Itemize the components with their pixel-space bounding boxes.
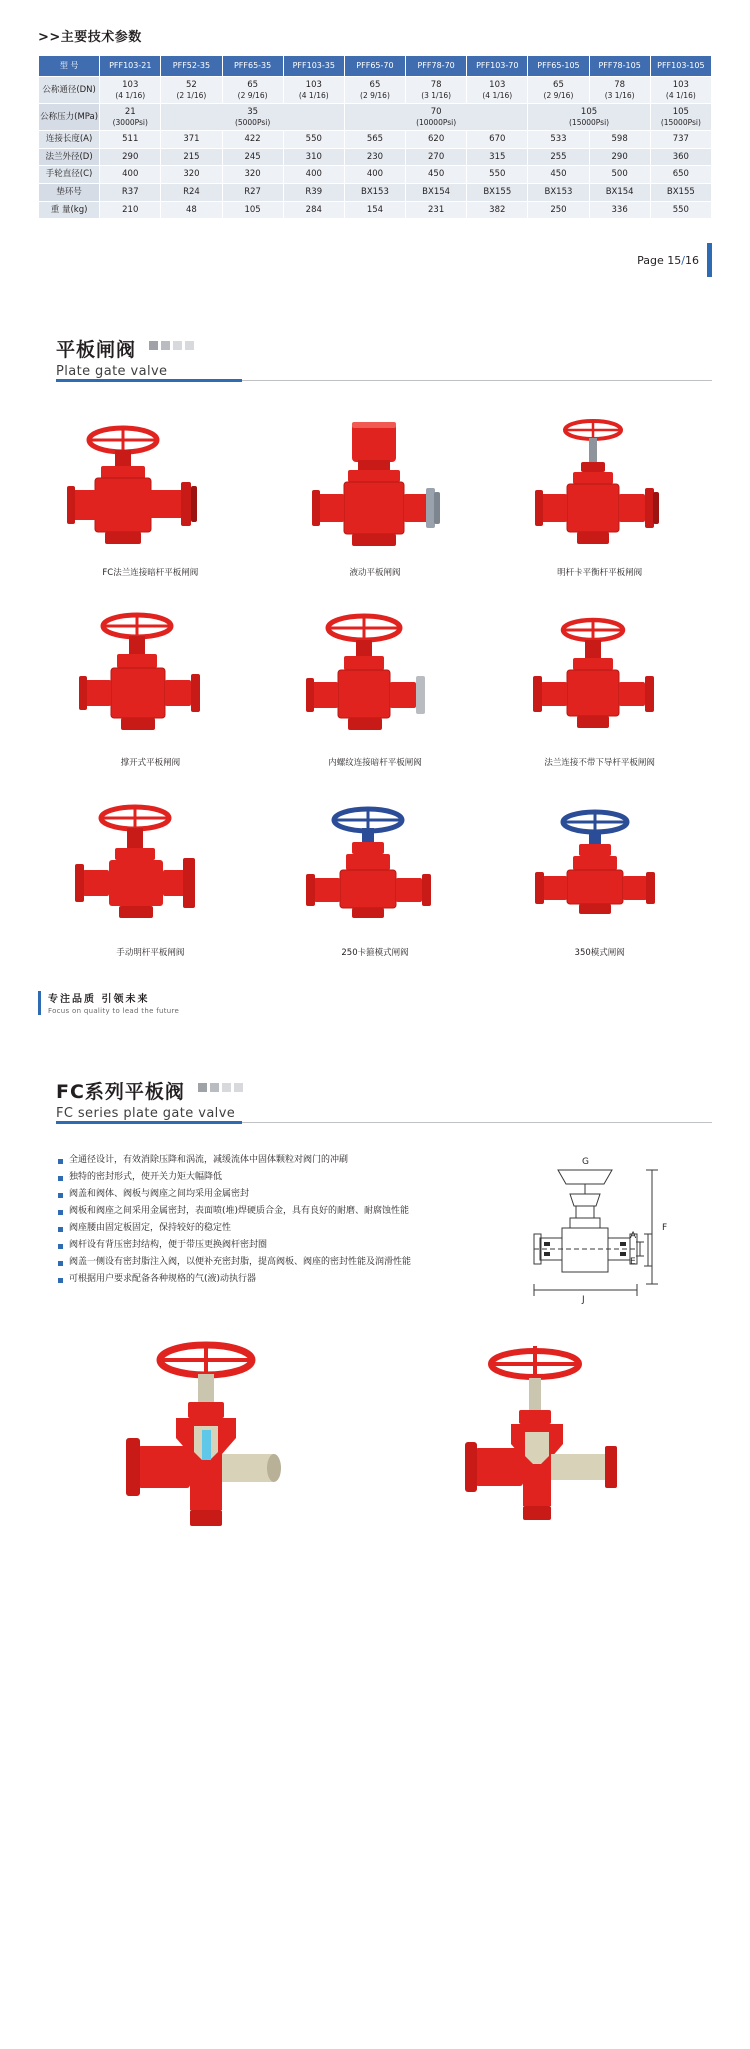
valve-gallery — [38, 408, 712, 972]
cell-main: 103 — [122, 80, 139, 90]
cell: 270 — [406, 148, 467, 166]
cell: 400 — [100, 166, 161, 184]
spec-table — [38, 55, 712, 219]
slogan-block — [38, 990, 712, 1015]
cell: R24 — [161, 183, 222, 201]
cell: 230 — [344, 148, 405, 166]
decorative-squares — [198, 1077, 246, 1096]
valve-photo-manual-rising-stem — [38, 788, 263, 938]
row-label: 重 量(kg) — [39, 201, 100, 219]
cell: 371 — [161, 131, 222, 149]
col-header: PFF103-21 — [100, 56, 161, 77]
plate-gate-valve-section — [0, 335, 750, 1015]
cell: 320 — [222, 166, 283, 184]
cell-sub: (4 1/16) — [482, 90, 513, 100]
cell-sub: (3 1/16) — [604, 90, 635, 100]
col-header: PFF103-70 — [467, 56, 528, 77]
table-header-row — [39, 56, 712, 77]
cell-main: 21 — [124, 107, 136, 117]
slogan-cn: 专注品质 引领未来 — [48, 994, 150, 1006]
cell: 620 — [406, 131, 467, 149]
valve-caption: FC法兰连接暗杆平板闸阀 — [102, 568, 199, 579]
row-label: 垫环号 — [39, 183, 100, 201]
bullet-marker-icon — [58, 1176, 63, 1181]
cell-main: 103 — [305, 80, 322, 90]
section-title-cn: FC系列平板阀 — [56, 1081, 185, 1104]
list-item — [58, 1154, 482, 1168]
cell: 598 — [589, 131, 650, 149]
cell-sub: (3000Psi) — [112, 117, 148, 127]
cell: 670 — [467, 131, 528, 149]
cell: 500 — [589, 166, 650, 184]
col-header: PFF78-70 — [406, 56, 467, 77]
cell — [528, 104, 650, 131]
cell-main: 103 — [489, 80, 506, 90]
col-header: PFF65-70 — [344, 56, 405, 77]
cell: 154 — [344, 201, 405, 219]
cell-sub: (15000Psi) — [660, 117, 701, 127]
dim-label-j: J — [582, 1295, 585, 1305]
dim-label-f: F — [662, 1223, 668, 1234]
cell-sub: (5000Psi) — [234, 117, 271, 127]
dim-label-g: G — [582, 1157, 589, 1168]
cell-sub: (2 9/16) — [543, 90, 574, 100]
list-item — [58, 1239, 482, 1253]
cell-sub: (2 1/16) — [176, 90, 207, 100]
cell: 284 — [283, 201, 344, 219]
valve-caption: 明杆卡平衡杆平板闸阀 — [557, 568, 643, 579]
table-row — [39, 201, 712, 219]
cell: 511 — [100, 131, 161, 149]
section-rule — [56, 379, 712, 382]
cell-main: 78 — [430, 80, 442, 90]
cutaway-photo-right — [439, 1334, 649, 1534]
cell — [161, 104, 345, 131]
slogan-accent-bar — [38, 991, 41, 1015]
cell-main: 65 — [553, 80, 564, 90]
cell: 48 — [161, 201, 222, 219]
cell: 315 — [467, 148, 528, 166]
table-row — [39, 77, 712, 104]
cell — [528, 77, 589, 104]
dim-label-a: A — [630, 1231, 637, 1242]
cell-main: 70 — [430, 107, 442, 117]
valve-item[interactable] — [487, 598, 712, 782]
col-header: PFF103-35 — [283, 56, 344, 77]
cell — [100, 104, 161, 131]
list-item-text: 阀杆设有背压密封结构，便于带压更换阀杆密封圈 — [69, 1239, 268, 1250]
list-item-text: 全通径设计，有效消除压降和涡流，减缓流体中固体颗粒对阀门的冲刷 — [69, 1155, 349, 1166]
valve-caption: 内螺纹连接暗杆平板闸阀 — [328, 758, 422, 769]
page-number — [637, 254, 699, 267]
list-item-text: 阀座腰由固定板固定，保持较好的稳定性 — [69, 1222, 232, 1233]
valve-caption: 手动明杆平板闸阀 — [116, 948, 185, 959]
section-header — [38, 1077, 712, 1124]
cell — [100, 77, 161, 104]
dimension-drawing — [500, 1150, 712, 1304]
cell: BX155 — [650, 183, 711, 201]
section-rule — [56, 1121, 712, 1124]
cell-sub: (3 1/16) — [421, 90, 452, 100]
cell: 245 — [222, 148, 283, 166]
cell: BX155 — [467, 183, 528, 201]
bullet-marker-icon — [58, 1278, 63, 1283]
valve-item[interactable] — [38, 598, 263, 782]
cell: 450 — [528, 166, 589, 184]
cell: 422 — [222, 131, 283, 149]
col-header: PFF65-105 — [528, 56, 589, 77]
cell: 215 — [161, 148, 222, 166]
cell-sub: (4 1/16) — [298, 90, 329, 100]
cell: BX154 — [406, 183, 467, 201]
cell: 550 — [650, 201, 711, 219]
section-title-en: FC series plate gate valve — [56, 1106, 236, 1122]
list-item — [58, 1171, 482, 1185]
cell — [589, 77, 650, 104]
col-header: PFF78-105 — [589, 56, 650, 77]
dim-label-e: E — [630, 1257, 636, 1268]
cell: 650 — [650, 166, 711, 184]
cell: 290 — [100, 148, 161, 166]
table-row — [39, 148, 712, 166]
cell-main: 65 — [369, 80, 381, 90]
valve-photo-hydraulic — [263, 408, 488, 558]
row-label: 法兰外径(D) — [39, 148, 100, 166]
valve-photo-250-clamp-gate — [263, 788, 488, 938]
cell: 550 — [467, 166, 528, 184]
valve-photo-threaded-dark-stem — [263, 598, 488, 748]
valve-caption: 液动平板闸阀 — [349, 568, 401, 579]
valve-item[interactable] — [38, 788, 263, 972]
page-separator: / — [681, 253, 685, 267]
cell-main: 35 — [247, 107, 259, 117]
valve-item[interactable] — [263, 788, 488, 972]
cell-main: 52 — [186, 80, 197, 90]
valve-photo-350-gate — [487, 788, 712, 938]
cell-main: 78 — [614, 80, 626, 90]
list-item — [58, 1188, 482, 1202]
table-row — [39, 104, 712, 131]
valve-photo-fc-flange-dark-stem — [38, 408, 263, 558]
cell: 533 — [528, 131, 589, 149]
cell — [650, 104, 711, 131]
bullet-marker-icon — [58, 1261, 63, 1266]
cell — [283, 77, 344, 104]
cell: BX154 — [589, 183, 650, 201]
decorative-squares — [149, 335, 197, 354]
valve-caption: 250卡箍模式闸阀 — [341, 948, 409, 959]
page-total: 16 — [685, 253, 699, 267]
cell — [467, 77, 528, 104]
cell-sub: (10000Psi) — [416, 117, 457, 127]
table-row — [39, 166, 712, 184]
cell — [161, 77, 222, 104]
col-header: PFF103-105 — [650, 56, 711, 77]
cell: 565 — [344, 131, 405, 149]
page-footer — [38, 243, 712, 277]
cell: 450 — [406, 166, 467, 184]
page-current: Page 15 — [637, 253, 682, 267]
row-label: 手轮直径(C) — [39, 166, 100, 184]
cell-sub: (4 1/16) — [665, 90, 696, 100]
list-item — [58, 1222, 482, 1236]
cell: R37 — [100, 183, 161, 201]
valve-item[interactable] — [263, 598, 488, 782]
cell-main: 65 — [247, 80, 259, 90]
cell: 550 — [283, 131, 344, 149]
cell: 290 — [589, 148, 650, 166]
page-accent-bar — [707, 243, 712, 277]
cell: 737 — [650, 131, 711, 149]
row-label: 公称压力(MPa) — [39, 104, 100, 131]
valve-caption: 法兰连接不带下导杆平板闸阀 — [544, 758, 655, 769]
list-item — [58, 1205, 482, 1219]
spec-title: >>主要技术参数 — [38, 30, 142, 45]
bullet-marker-icon — [58, 1193, 63, 1198]
cell: 400 — [344, 166, 405, 184]
valve-item[interactable] — [487, 788, 712, 972]
table-row — [39, 131, 712, 149]
cell — [650, 77, 711, 104]
feature-list — [38, 1150, 482, 1304]
col-header: PFF65-35 — [222, 56, 283, 77]
cell — [344, 104, 528, 131]
list-item-text: 阀盖和阀体、阀板与阀座之间均采用金属密封 — [69, 1189, 250, 1199]
col-header: PFF52-35 — [161, 56, 222, 77]
fc-cutaway-photos — [38, 1334, 712, 1544]
section-title-en: Plate gate valve — [56, 364, 168, 380]
cell-main: 105 — [672, 107, 689, 117]
cell-main: 103 — [672, 80, 689, 90]
bullet-marker-icon — [58, 1244, 63, 1249]
cell: R27 — [222, 183, 283, 201]
cell: 320 — [161, 166, 222, 184]
col-header: 型 号 — [39, 56, 100, 77]
valve-item[interactable] — [38, 408, 263, 592]
cell-sub: (2 9/16) — [360, 90, 390, 100]
valve-photo-rising-stem-balanced — [487, 408, 712, 558]
list-item-text: 阀板和阀座之间采用金属密封，表面喷(堆)焊硬质合金，具有良好的耐磨、耐腐蚀性能 — [69, 1205, 410, 1216]
fc-content — [38, 1150, 712, 1304]
cell: 105 — [222, 201, 283, 219]
list-item-text: 阀盖一侧设有密封脂注入阀，以便补充密封脂，提高阀板、阀座的密封性能及润滑性能 — [69, 1256, 412, 1267]
cutaway-photo-left — [102, 1334, 312, 1534]
cell — [406, 77, 467, 104]
cell: 310 — [283, 148, 344, 166]
bullet-marker-icon — [58, 1159, 63, 1164]
cell-main: 105 — [580, 107, 598, 117]
valve-caption: 撑开式平板闸阀 — [120, 758, 181, 769]
list-item-text: 可根据用户要求配备各种规格的气(液)动执行器 — [69, 1273, 257, 1284]
cell-sub: (15000Psi) — [569, 117, 610, 127]
bullet-marker-icon — [58, 1227, 63, 1232]
valve-item[interactable] — [487, 408, 712, 592]
section-header — [38, 335, 712, 382]
list-item — [58, 1256, 482, 1270]
valve-item[interactable] — [263, 408, 488, 592]
slogan-en: Focus on quality to lead the future — [48, 1007, 180, 1016]
row-label: 公称通径(DN) — [39, 77, 100, 104]
cell: 231 — [406, 201, 467, 219]
valve-photo-flange-no-lower-guide — [487, 598, 712, 748]
cell: 250 — [528, 201, 589, 219]
valve-caption: 350模式闸阀 — [574, 948, 625, 959]
cell-sub: (4 1/16) — [115, 90, 146, 100]
section-title-cn: 平板闸阀 — [56, 339, 137, 362]
cell: BX153 — [344, 183, 405, 201]
cell — [344, 77, 405, 104]
valve-photo-expanding — [38, 598, 263, 748]
cell: 210 — [100, 201, 161, 219]
cell: 255 — [528, 148, 589, 166]
cell: 360 — [650, 148, 711, 166]
cell: 400 — [283, 166, 344, 184]
spec-section — [0, 0, 750, 277]
list-item-text: 独特的密封形式，使开关力矩大幅降低 — [69, 1172, 223, 1183]
cell: R39 — [283, 183, 344, 201]
cell — [222, 77, 283, 104]
cell-sub: (2 9/16) — [237, 90, 268, 100]
row-label: 连接长度(A) — [39, 131, 100, 149]
cell: BX153 — [528, 183, 589, 201]
fc-series-section — [0, 1077, 750, 1544]
bullet-marker-icon — [58, 1210, 63, 1215]
cell: 336 — [589, 201, 650, 219]
table-row — [39, 183, 712, 201]
list-item — [58, 1273, 482, 1287]
cell: 382 — [467, 201, 528, 219]
